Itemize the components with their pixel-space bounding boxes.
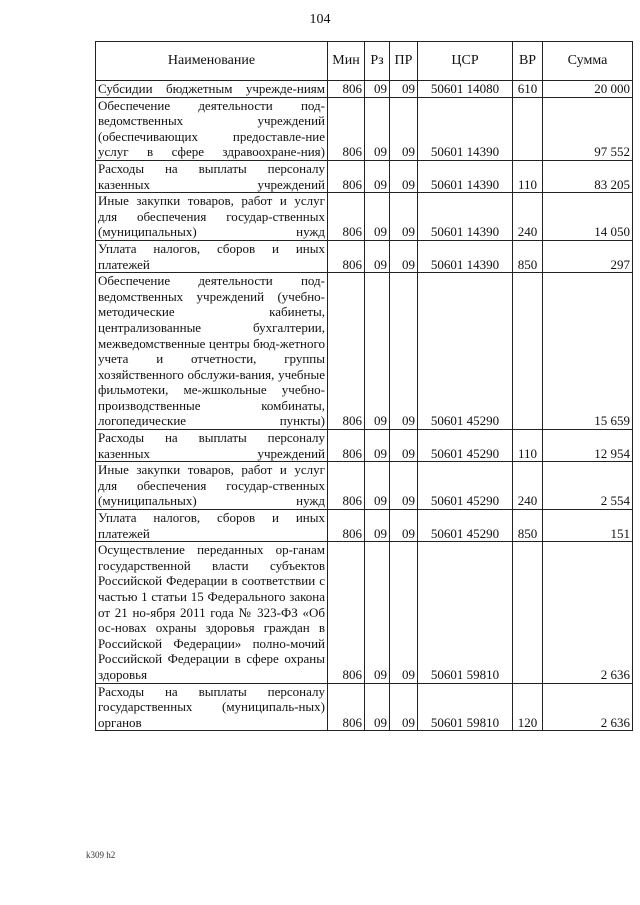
column-header-rz: Рз bbox=[365, 42, 390, 81]
row-vr: 610 bbox=[513, 81, 543, 98]
row-name: Иные закупки товаров, работ и услуг для обеспечения государ-ственных (муниципальных) нужд bbox=[96, 462, 328, 510]
row-sum: 2 636 bbox=[543, 542, 633, 683]
row-rz: 09 bbox=[365, 273, 390, 430]
row-rz: 09 bbox=[365, 240, 390, 272]
table-row bbox=[96, 160, 633, 192]
table-row bbox=[96, 81, 633, 98]
column-header-name: Наименование bbox=[96, 42, 328, 81]
row-min: 806 bbox=[328, 97, 365, 160]
row-sum: 20 000 bbox=[543, 81, 633, 98]
row-pr: 09 bbox=[390, 683, 418, 731]
row-pr: 09 bbox=[390, 97, 418, 160]
row-csr: 50601 14390 bbox=[418, 240, 513, 272]
table-row bbox=[96, 430, 633, 462]
row-rz: 09 bbox=[365, 97, 390, 160]
row-rz: 09 bbox=[365, 542, 390, 683]
row-rz: 09 bbox=[365, 81, 390, 98]
row-min: 806 bbox=[328, 462, 365, 510]
row-pr: 09 bbox=[390, 160, 418, 192]
row-sum: 2 554 bbox=[543, 462, 633, 510]
row-min: 806 bbox=[328, 683, 365, 731]
row-min: 806 bbox=[328, 81, 365, 98]
row-min: 806 bbox=[328, 542, 365, 683]
row-name: Уплата налогов, сборов и иных платежей bbox=[96, 510, 328, 542]
row-min: 806 bbox=[328, 240, 365, 272]
row-name: Уплата налогов, сборов и иных платежей bbox=[96, 240, 328, 272]
table-row bbox=[96, 510, 633, 542]
table-row bbox=[96, 97, 633, 160]
row-pr: 09 bbox=[390, 542, 418, 683]
row-csr: 50601 14390 bbox=[418, 97, 513, 160]
column-header-sum: Сумма bbox=[543, 42, 633, 81]
row-vr bbox=[513, 542, 543, 683]
row-name: Иные закупки товаров, работ и услуг для обеспечения государ-ственных (муниципальных) нужд bbox=[96, 193, 328, 241]
row-vr: 850 bbox=[513, 510, 543, 542]
row-rz: 09 bbox=[365, 193, 390, 241]
row-vr: 850 bbox=[513, 240, 543, 272]
row-name: Расходы на выплаты персоналу казенных учреждений bbox=[96, 160, 328, 192]
budget-table bbox=[95, 41, 633, 731]
row-min: 806 bbox=[328, 273, 365, 430]
row-sum: 83 205 bbox=[543, 160, 633, 192]
row-sum: 14 050 bbox=[543, 193, 633, 241]
row-rz: 09 bbox=[365, 510, 390, 542]
row-csr: 50601 45290 bbox=[418, 510, 513, 542]
row-pr: 09 bbox=[390, 510, 418, 542]
row-pr: 09 bbox=[390, 273, 418, 430]
row-min: 806 bbox=[328, 160, 365, 192]
row-min: 806 bbox=[328, 510, 365, 542]
table-row bbox=[96, 193, 633, 241]
row-vr: 240 bbox=[513, 193, 543, 241]
row-min: 806 bbox=[328, 430, 365, 462]
row-vr: 110 bbox=[513, 430, 543, 462]
row-pr: 09 bbox=[390, 193, 418, 241]
row-sum: 151 bbox=[543, 510, 633, 542]
row-sum: 2 636 bbox=[543, 683, 633, 731]
row-rz: 09 bbox=[365, 430, 390, 462]
column-header-csr: ЦСР bbox=[418, 42, 513, 81]
table-row bbox=[96, 240, 633, 272]
row-name: Осуществление переданных ор-ганам государственной власти субъектов Российской Федерации в соответствии с частью 1 статьи 15 Федерального закона от 21 но-ября 2011 года № 323-ФЗ «Об ос-новах охраны здоровья граждан в Российской Федерации» полно-мочий Российской Федерации в сфере охраны здоровья bbox=[96, 542, 328, 683]
column-header-min: Мин bbox=[328, 42, 365, 81]
row-rz: 09 bbox=[365, 462, 390, 510]
row-name: Расходы на выплаты персоналу государственных (муниципаль-ных) органов bbox=[96, 683, 328, 731]
row-name: Расходы на выплаты персоналу казенных учреждений bbox=[96, 430, 328, 462]
table-row bbox=[96, 683, 633, 731]
row-csr: 50601 45290 bbox=[418, 273, 513, 430]
page-number: 104 bbox=[309, 12, 331, 27]
row-pr: 09 bbox=[390, 462, 418, 510]
row-pr: 09 bbox=[390, 430, 418, 462]
column-header-pr: ПР bbox=[390, 42, 418, 81]
row-csr: 50601 59810 bbox=[418, 542, 513, 683]
row-pr: 09 bbox=[390, 81, 418, 98]
table-row bbox=[96, 542, 633, 683]
row-rz: 09 bbox=[365, 683, 390, 731]
column-header-vr: ВР bbox=[513, 42, 543, 81]
table-row bbox=[96, 273, 633, 430]
row-min: 806 bbox=[328, 193, 365, 241]
row-vr: 120 bbox=[513, 683, 543, 731]
footer-code: k309 h2 bbox=[86, 850, 116, 860]
row-sum: 15 659 bbox=[543, 273, 633, 430]
row-vr bbox=[513, 273, 543, 430]
row-vr: 110 bbox=[513, 160, 543, 192]
row-vr bbox=[513, 97, 543, 160]
row-sum: 97 552 bbox=[543, 97, 633, 160]
row-sum: 12 954 bbox=[543, 430, 633, 462]
table-header-row bbox=[96, 42, 633, 81]
row-csr: 50601 59810 bbox=[418, 683, 513, 731]
row-name: Субсидии бюджетным учрежде-ниям bbox=[96, 81, 328, 98]
table-row bbox=[96, 462, 633, 510]
row-rz: 09 bbox=[365, 160, 390, 192]
row-name: Обеспечение деятельности под-ведомственных учреждений (обеспечивающих предоставле-ние услуг в сфере здравоохране-ния) bbox=[96, 97, 328, 160]
row-csr: 50601 14080 bbox=[418, 81, 513, 98]
row-csr: 50601 45290 bbox=[418, 430, 513, 462]
row-sum: 297 bbox=[543, 240, 633, 272]
row-csr: 50601 14390 bbox=[418, 160, 513, 192]
row-csr: 50601 45290 bbox=[418, 462, 513, 510]
row-pr: 09 bbox=[390, 240, 418, 272]
row-vr: 240 bbox=[513, 462, 543, 510]
row-name: Обеспечение деятельности под-ведомственных учреждений (учебно-методические кабинеты, централизованные бухгалтерии, межведомственные центры бюд-жетного учета и отчетности, группы хозяйственного обслужи-вания, учебные фильмотеки, ме-жшкольные учебно-производственные комбинаты, логопедические пункты) bbox=[96, 273, 328, 430]
row-csr: 50601 14390 bbox=[418, 193, 513, 241]
